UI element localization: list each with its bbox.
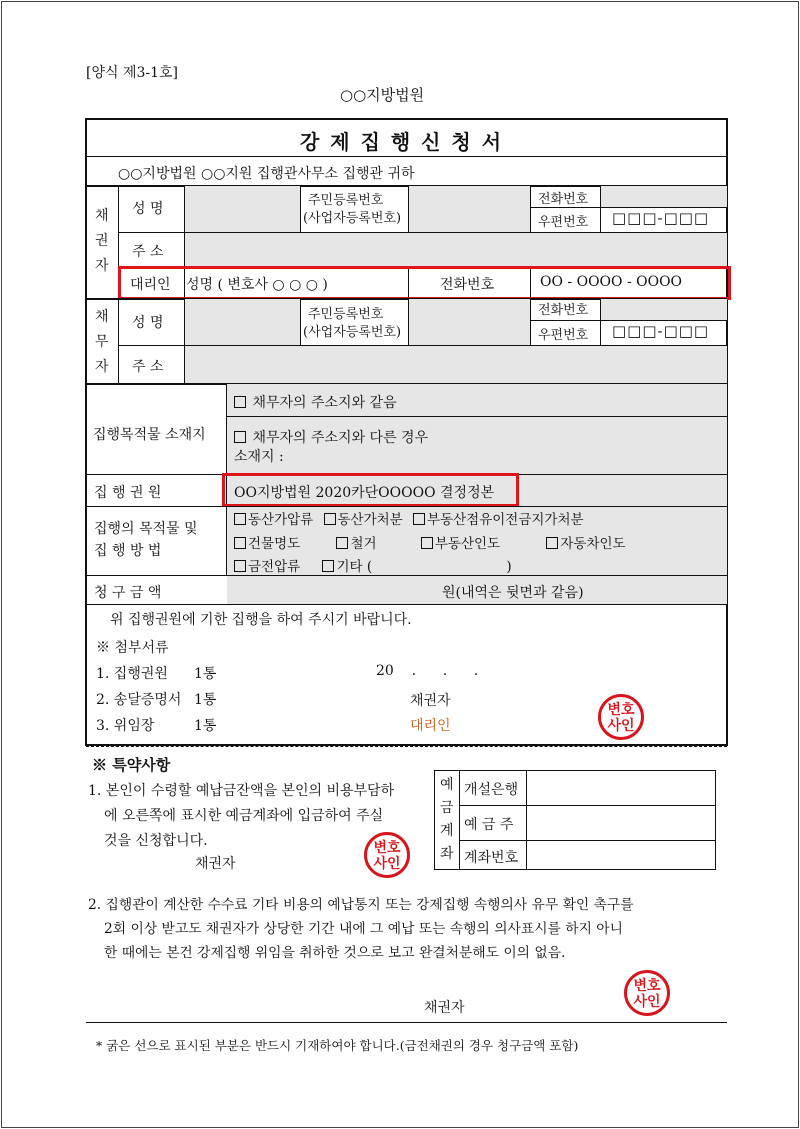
debtor-id-field[interactable] <box>409 299 530 345</box>
checkbox-icon[interactable] <box>234 560 246 572</box>
method-opt-dongsan-gacheobun[interactable]: 동산가처분 <box>324 512 403 528</box>
location-opt2-address[interactable]: 소재지 : <box>234 449 284 465</box>
agent-label: 대리인 <box>130 277 171 293</box>
holder-field[interactable] <box>527 806 715 840</box>
creditor-name-field[interactable] <box>184 186 300 232</box>
method-row-3 <box>234 555 512 575</box>
debtor-name-field[interactable] <box>185 299 300 345</box>
debtor-id-label2: (사업자등록번호) <box>303 325 402 340</box>
method-opt-car[interactable]: 자동차인도 <box>546 536 625 552</box>
special-p2-line3: 한 때에는 본건 강제집행 위임을 취하한 것으로 보고 완결처분해도 이의 없음. <box>104 945 566 961</box>
checkbox-icon[interactable] <box>234 431 246 443</box>
creditor-phone-label: 전화번호 <box>538 192 589 207</box>
checkbox-icon[interactable] <box>234 396 246 408</box>
method-opt-realestate-delivery[interactable]: 부동산인도 <box>421 536 500 552</box>
attachment-3: 3. 위임장 1통 <box>96 718 217 734</box>
agent-highlight-box <box>118 266 731 300</box>
checkbox-icon[interactable] <box>322 560 334 572</box>
special-p1-line3: 것을 신청합니다. <box>104 833 208 849</box>
special-p1-line1: 1. 본인이 수령할 예납금잔액을 본인의 비용부담하 <box>88 783 395 799</box>
method-opt-budongsan[interactable]: 부동산점유이전금지가처분 <box>413 512 584 528</box>
method-opt-building[interactable]: 건물명도 <box>234 536 300 552</box>
attachment-2: 2. 송달증명서 1통 <box>96 692 217 708</box>
special-p2-line1: 2. 집행관이 계산한 수수료 기타 비용의 예납통지 또는 강제집행 속행의사 유무 확인 촉구를 <box>88 897 634 913</box>
debtor-address-field[interactable] <box>185 346 727 383</box>
addressee: ○○지방법원 ○○지원 집행관사무소 집행관 귀하 <box>118 166 415 182</box>
debtor-name-label: 성 명 <box>132 315 164 331</box>
execution-title-highlight <box>222 473 519 507</box>
account-side-label: 예 금 계 좌 <box>440 777 454 862</box>
creditor-address-label: 주 소 <box>132 244 164 260</box>
checkbox-icon[interactable] <box>421 537 433 549</box>
bank-label: 개설은행 <box>464 782 519 798</box>
method-label-1: 집행의 목적물 및 <box>94 521 198 537</box>
checkbox-icon[interactable] <box>413 513 425 525</box>
creditor-id-label: 주민등록번호 <box>308 193 384 208</box>
execution-title-label: 집 행 권 원 <box>94 485 162 501</box>
special-p1-line2: 에 오른쪽에 표시한 예금계좌에 입금하여 주실 <box>104 808 384 824</box>
creditor-name-label: 성 명 <box>132 201 164 217</box>
court-header: ○○지방법원 <box>340 86 425 104</box>
attachment-1: 1. 집행권원 1통 <box>96 666 217 682</box>
debtor-postal-label: 우편번호 <box>538 328 589 343</box>
method-opt-money[interactable]: 금전압류 <box>234 559 300 575</box>
attachments-header: ※ 첨부서류 <box>96 640 169 656</box>
execution-title-value[interactable]: OO지방법원 2020카단OOOOO 결정정본 <box>234 485 495 501</box>
creditor-address-field[interactable] <box>185 233 727 267</box>
creditor-postal-value[interactable]: □□□-□□□ <box>612 209 710 227</box>
debtor-id-label: 주민등록번호 <box>308 307 384 322</box>
account-number-field[interactable] <box>527 841 715 869</box>
creditor-section-label: 채 권 자 <box>95 208 109 274</box>
claim-label: 청 구 금 액 <box>94 585 162 601</box>
debtor-postal-value[interactable]: □□□-□□□ <box>612 322 710 340</box>
lawyer-seal-icon: 변호 사인 <box>598 694 644 740</box>
checkbox-icon[interactable] <box>234 513 246 525</box>
debtor-address-label: 주 소 <box>132 359 164 375</box>
attachment-creditor-label: 채권자 <box>410 693 451 709</box>
location-label: 집행목적물 소재지 <box>93 427 206 443</box>
method-opt-dongsan-gaapryu[interactable]: 동산가압류 <box>234 512 313 528</box>
checkbox-icon[interactable] <box>336 537 348 549</box>
lawyer-seal-icon: 변호 사인 <box>624 970 670 1016</box>
claim-value: 원(내역은 뒷면과 같음) <box>442 585 584 601</box>
account-number-label: 계좌번호 <box>464 850 519 866</box>
request-text: 위 집행권원에 기한 집행을 하여 주시기 바랍니다. <box>110 612 412 628</box>
method-opt-demolition[interactable]: 철거 <box>336 536 376 552</box>
special-p2-line2: 2회 이상 받고도 채권자가 상당한 기간 내에 그 예납 또는 속행의 의사표시를 하지 아니 <box>104 921 623 937</box>
method-other-close: ) <box>506 559 512 575</box>
special-header: ※ 특약사항 <box>92 756 171 774</box>
method-row-1 <box>234 508 584 528</box>
debtor-phone-label: 전화번호 <box>538 303 589 318</box>
bank-field[interactable] <box>527 771 715 805</box>
form-number: [양식 제3-1호] <box>86 65 179 81</box>
checkbox-icon[interactable] <box>546 537 558 549</box>
creditor-id-label2: (사업자등록번호) <box>303 211 402 226</box>
debtor-section-label: 채 무 자 <box>95 309 109 375</box>
location-opt2[interactable]: 채무자의 주소지와 다른 경우 <box>234 427 428 447</box>
special-p1-sign: 채권자 <box>195 856 236 872</box>
creditor-postal-label: 우편번호 <box>538 215 589 230</box>
attachment-agent-label: 대리인 <box>410 718 451 734</box>
special-p2-sign: 채권자 <box>424 1000 465 1016</box>
method-opt-other[interactable]: 기타 ( <box>322 559 372 575</box>
checkbox-icon[interactable] <box>234 537 246 549</box>
checkbox-icon[interactable] <box>324 513 336 525</box>
agent-name[interactable]: 성명 ( 변호사 ○ ○ ○ ) <box>186 277 328 293</box>
lawyer-seal-icon: 변호 사인 <box>364 832 410 878</box>
debtor-phone-field[interactable] <box>601 299 727 320</box>
location-opt1[interactable]: 채무자의 주소지와 같음 <box>234 392 397 412</box>
agent-phone[interactable]: OO - OOOO - OOOO <box>540 274 683 290</box>
creditor-id-field[interactable] <box>409 186 530 232</box>
form-title: 강 제 집 행 신 청 서 <box>300 130 504 154</box>
holder-label: 예 금 주 <box>464 817 514 833</box>
creditor-phone-field[interactable] <box>601 186 727 207</box>
method-label-2: 집 행 방 법 <box>94 543 162 559</box>
method-row-2 <box>234 532 626 552</box>
footnote: * 굵은 선으로 표시된 부분은 반드시 기재하여야 합니다.(금전채권의 경우 청구금액 포함) <box>96 1038 579 1053</box>
date-line[interactable]: 20 . . . <box>376 663 479 679</box>
agent-phone-label: 전화번호 <box>440 277 495 293</box>
